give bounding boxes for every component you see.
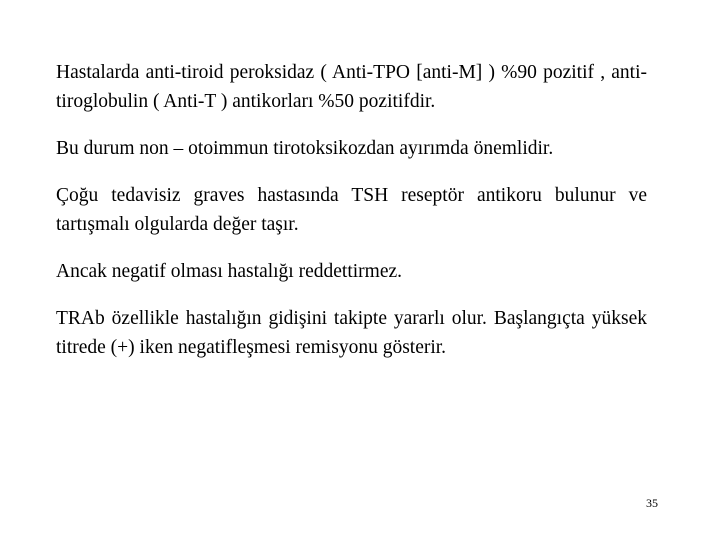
page-number: 35 [646, 496, 658, 510]
paragraph-differential: Bu durum non – otoimmun tirotoksikozdan ayırımda önemlidir. [56, 138, 554, 159]
slide-body [56, 58, 647, 380]
paragraph-anti-tpo: Hastalarda anti-tiroid peroksidaz ( Anti-TPO [anti-M] ) %90 pozitif , anti-tiroglobulin ( Anti-T ) antikorları %50 pozitifdir. [56, 62, 647, 112]
paragraph-trab-followup: TRAb özellikle hastalığın gidişini takipte yararlı olur. Başlangıçta yüksek titrede (+) iken negatifleşmesi remisyonu gösterir. [56, 308, 647, 358]
paragraph-tsh-receptor: Çoğu tedavisiz graves hastasında TSH reseptör antikoru bulunur ve tartışmalı olgularda değer taşır. [56, 185, 647, 235]
paragraph-negative-result: Ancak negatif olması hastalığı reddettirmez. [56, 261, 403, 282]
